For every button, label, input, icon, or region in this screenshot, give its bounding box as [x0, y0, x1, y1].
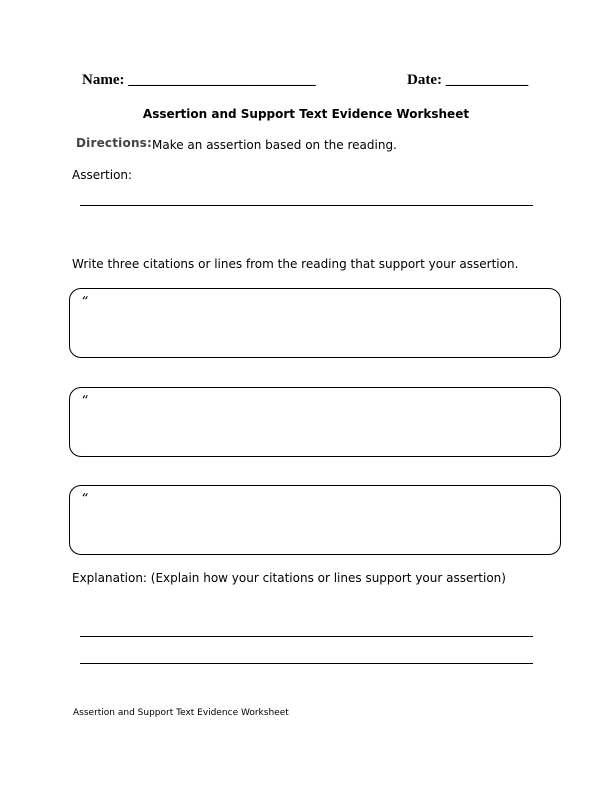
date-label: Date: — [407, 72, 446, 88]
name-label: Name: — [82, 72, 129, 88]
assertion-answer-line[interactable] — [80, 205, 533, 206]
quote-mark: “ — [81, 394, 88, 409]
citation-box-1[interactable] — [69, 288, 561, 358]
directions-label: Directions: — [76, 136, 153, 150]
citations-prompt: Write three citations or lines from the reading that support your assertion. — [72, 257, 519, 271]
worksheet-title: Assertion and Support Text Evidence Worksheet — [142, 107, 470, 121]
quote-mark: “ — [81, 492, 88, 507]
quote-mark: “ — [81, 295, 88, 310]
citation-box-2[interactable] — [69, 387, 561, 457]
date-blank[interactable]: ___________ — [445, 72, 529, 88]
name-field — [82, 72, 316, 89]
citation-box-3[interactable] — [69, 485, 561, 555]
explanation-answer-line-2[interactable] — [80, 663, 533, 664]
directions-text: Make an assertion based on the reading. — [152, 138, 397, 152]
explanation-label: Explanation: (Explain how your citations or lines support your assertion) — [72, 571, 506, 585]
explanation-answer-line-1[interactable] — [80, 636, 533, 637]
page-footer: Assertion and Support Text Evidence Worksheet — [73, 708, 289, 718]
name-blank[interactable]: _________________________ — [128, 72, 316, 88]
assertion-label: Assertion: — [72, 168, 133, 182]
date-field — [407, 72, 528, 89]
